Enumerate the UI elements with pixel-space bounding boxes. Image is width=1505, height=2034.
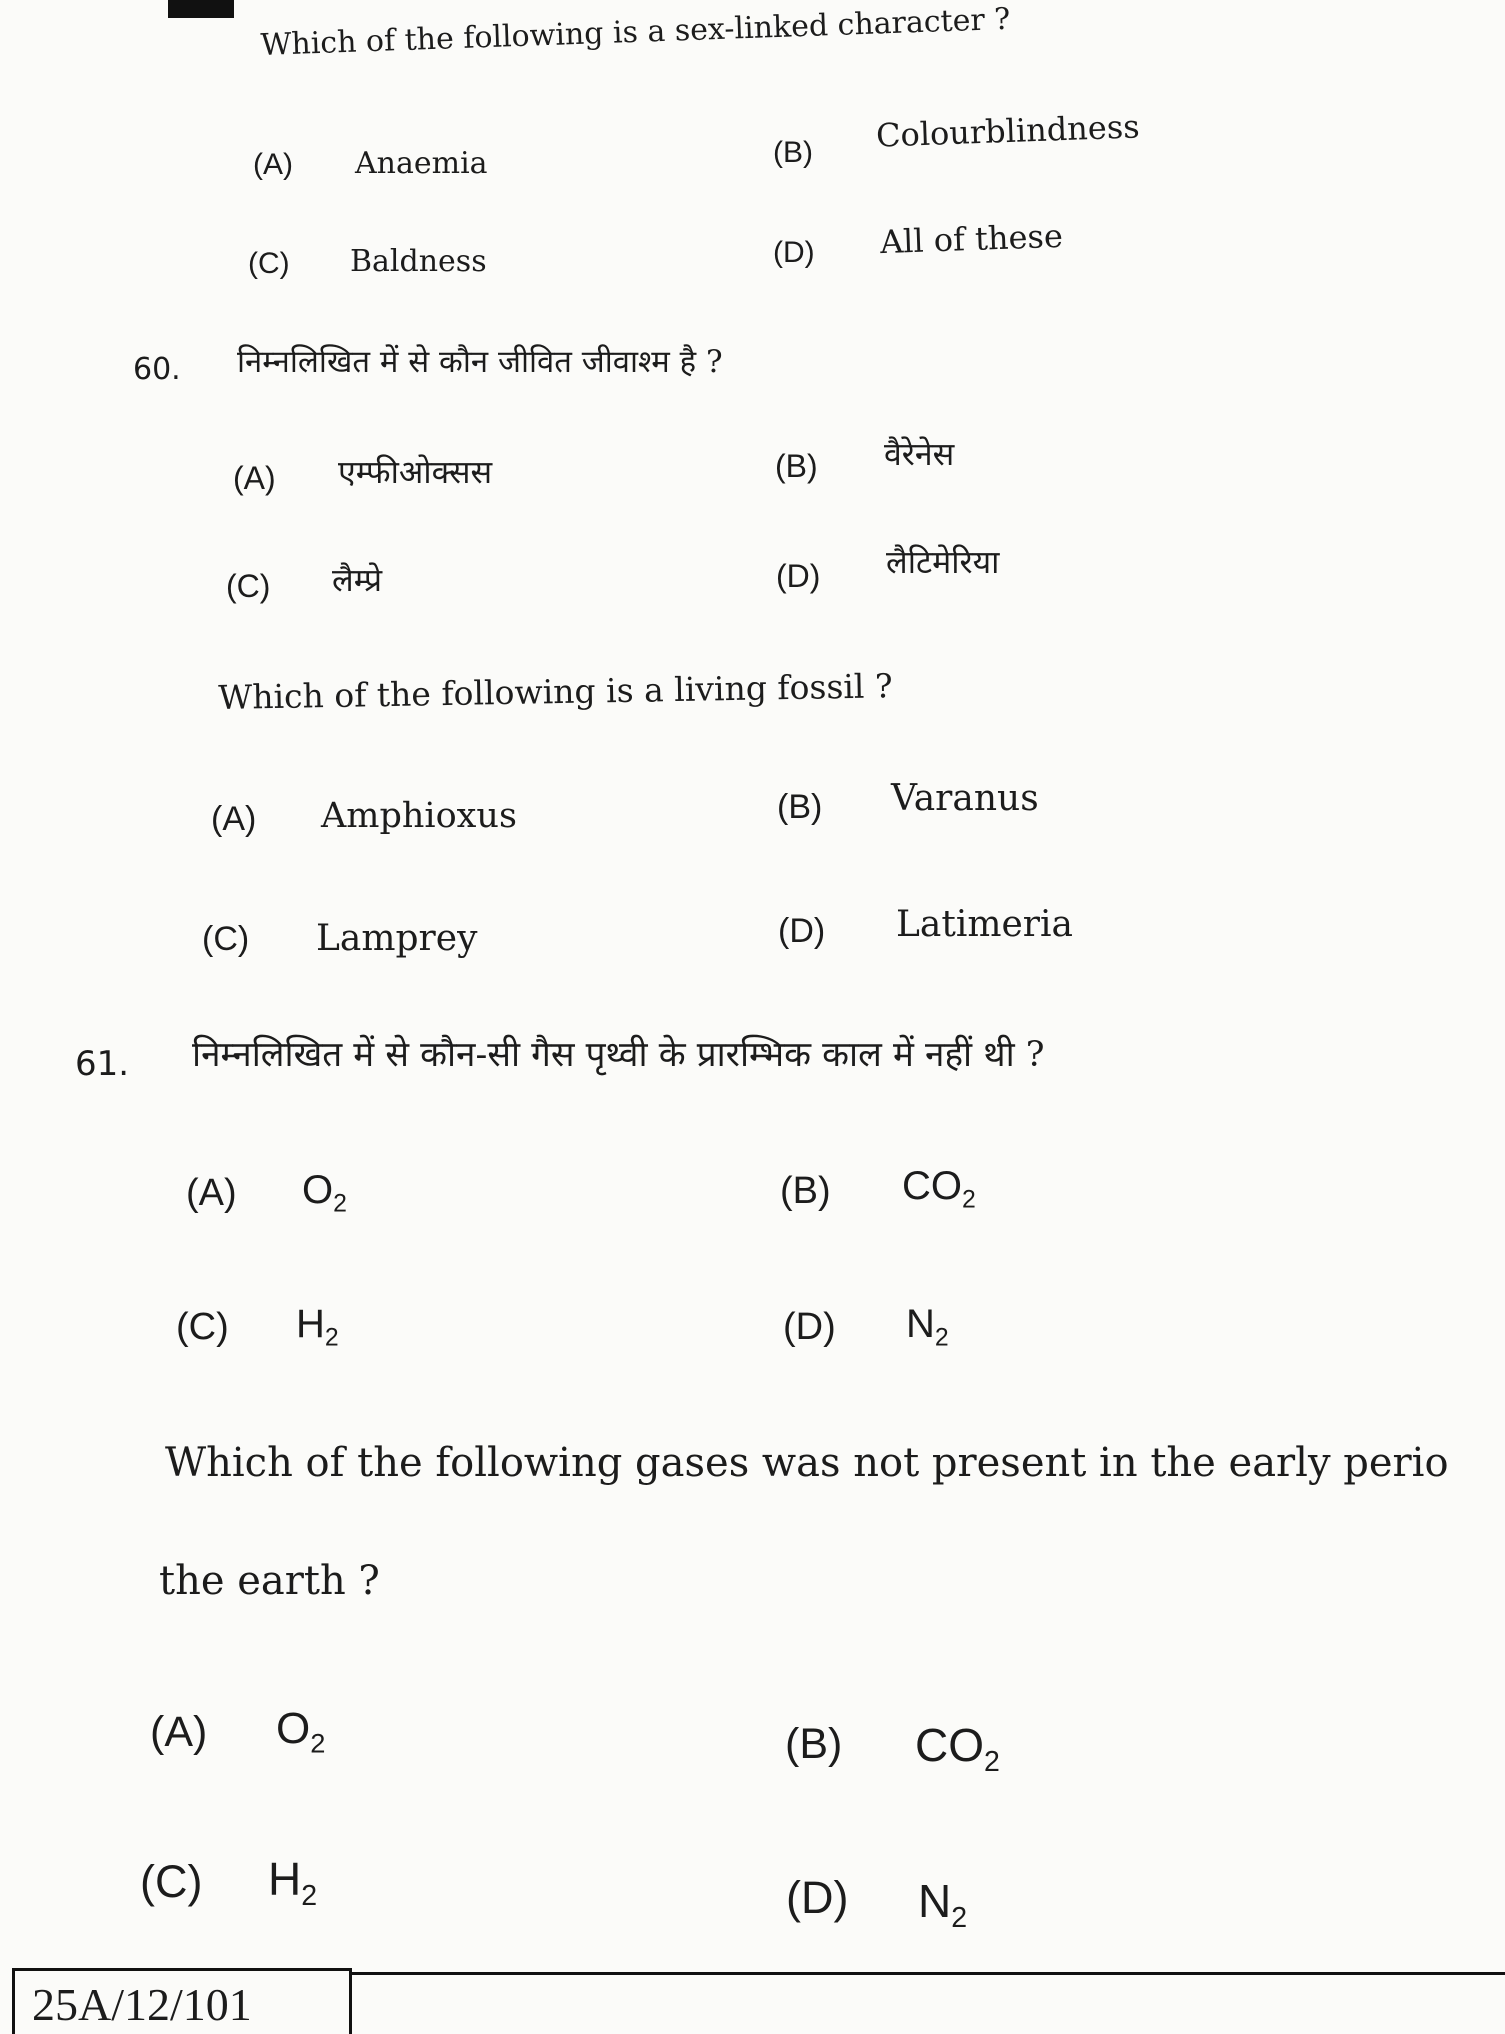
q61-hi-option-a-letter: (A) [186, 1172, 237, 1214]
q61-hi-option-d-letter: (D) [783, 1306, 836, 1348]
footer-paper-code: 25A/12/101 [32, 1979, 252, 2030]
q61-number: 61. [75, 1044, 130, 1084]
q61-en-option-a-base: O [276, 1704, 311, 1753]
q59-option-c-letter: (C) [248, 247, 290, 280]
q61-hi-option-d-text [906, 1302, 949, 1353]
q60-hi-option-a-text: एम्फीओक्सस [338, 453, 493, 491]
q60-hi-option-b-letter: (B) [775, 448, 818, 484]
q60-en-option-b-letter: (B) [777, 788, 823, 826]
q61-en-option-d-letter: (D) [786, 1872, 849, 1923]
q60-en-option-a-letter: (A) [211, 800, 257, 838]
q61-en-option-c-base: H [268, 1853, 302, 1905]
q61-hi-option-a-base: O [302, 1168, 334, 1212]
q60-question-en: Which of the following is a living fossil ? [218, 666, 893, 717]
q61-hi-option-c-sub: 2 [324, 1324, 339, 1352]
q61-hi-option-d-sub: 2 [934, 1324, 949, 1352]
q61-hi-option-c-letter: (C) [176, 1306, 229, 1348]
q60-en-option-c-text: Lamprey [316, 918, 478, 959]
q60-en-option-c-letter: (C) [202, 920, 250, 958]
q61-hi-option-a-sub: 2 [333, 1190, 347, 1218]
q59-option-a-text: Anaemia [355, 146, 488, 181]
q60-en-option-b-text: Varanus [891, 778, 1039, 819]
q61-hi-option-b-letter: (B) [780, 1170, 831, 1212]
footer-rule [352, 1972, 1505, 1975]
q60-hi-option-c-letter: (C) [226, 568, 271, 604]
q59-option-b-letter: (B) [773, 136, 813, 169]
q61-hi-option-b-base: CO [902, 1164, 962, 1208]
q60-hi-option-a-letter: (A) [233, 460, 276, 496]
q59-option-d-text: All of these [879, 216, 1064, 262]
q61-question-en-line2: the earth ? [159, 1558, 380, 1604]
page-corner-mark [168, 0, 234, 18]
q60-hi-option-b-text: वैरेनेस [884, 435, 955, 473]
q60-question-hi: निम्नलिखित में से कौन जीवित जीवाश्म है ? [237, 344, 723, 380]
q61-en-option-b-text [915, 1718, 1000, 1779]
q61-en-option-a-letter: (A) [150, 1708, 208, 1756]
q61-question-en-line1: Which of the following gases was not present in the early perio [165, 1440, 1449, 1486]
q59-question-en: Which of the following is a sex-linked character ? [260, 1, 1011, 63]
q61-hi-option-c-base: H [296, 1302, 325, 1346]
q61-hi-option-b-sub: 2 [962, 1186, 976, 1214]
q61-en-option-a-text [276, 1704, 325, 1760]
q61-en-option-b-sub: 2 [984, 1745, 1000, 1778]
q60-hi-option-d-letter: (D) [776, 558, 821, 594]
q61-en-option-c-text [268, 1852, 317, 1913]
q61-hi-option-a-text [302, 1168, 347, 1219]
q60-en-option-d-text: Latimeria [896, 904, 1073, 945]
q59-option-a-letter: (A) [253, 148, 293, 181]
q61-en-option-d-base: N [918, 1875, 952, 1927]
q60-en-option-d-letter: (D) [778, 912, 826, 950]
q61-en-option-d-sub: 2 [951, 1901, 968, 1934]
q61-en-option-d-text [918, 1874, 967, 1935]
q61-question-hi: निम्नलिखित में से कौन-सी गैस पृथ्वी के प्रारम्भिक काल में नहीं थी ? [192, 1035, 1045, 1075]
q60-hi-option-d-text: लैटिमेरिया [886, 543, 1000, 581]
q61-hi-option-d-base: N [906, 1302, 935, 1346]
q60-hi-option-c-text: लैम्प्रे [332, 561, 383, 599]
q61-hi-option-b-text [902, 1164, 976, 1215]
q61-en-option-a-sub: 2 [310, 1727, 326, 1759]
q61-en-option-b-letter: (B) [785, 1720, 843, 1768]
q61-hi-option-c-text [296, 1302, 339, 1353]
q61-en-option-b-base: CO [915, 1719, 984, 1771]
q59-option-d-letter: (D) [773, 236, 815, 269]
q61-en-option-c-letter: (C) [140, 1856, 203, 1907]
q59-option-b-text: Colourblindness [875, 107, 1141, 155]
q60-number: 60. [133, 352, 181, 387]
q59-option-c-text: Baldness [350, 244, 487, 279]
q60-en-option-a-text: Amphioxus [321, 796, 517, 836]
q61-en-option-c-sub: 2 [301, 1879, 318, 1912]
